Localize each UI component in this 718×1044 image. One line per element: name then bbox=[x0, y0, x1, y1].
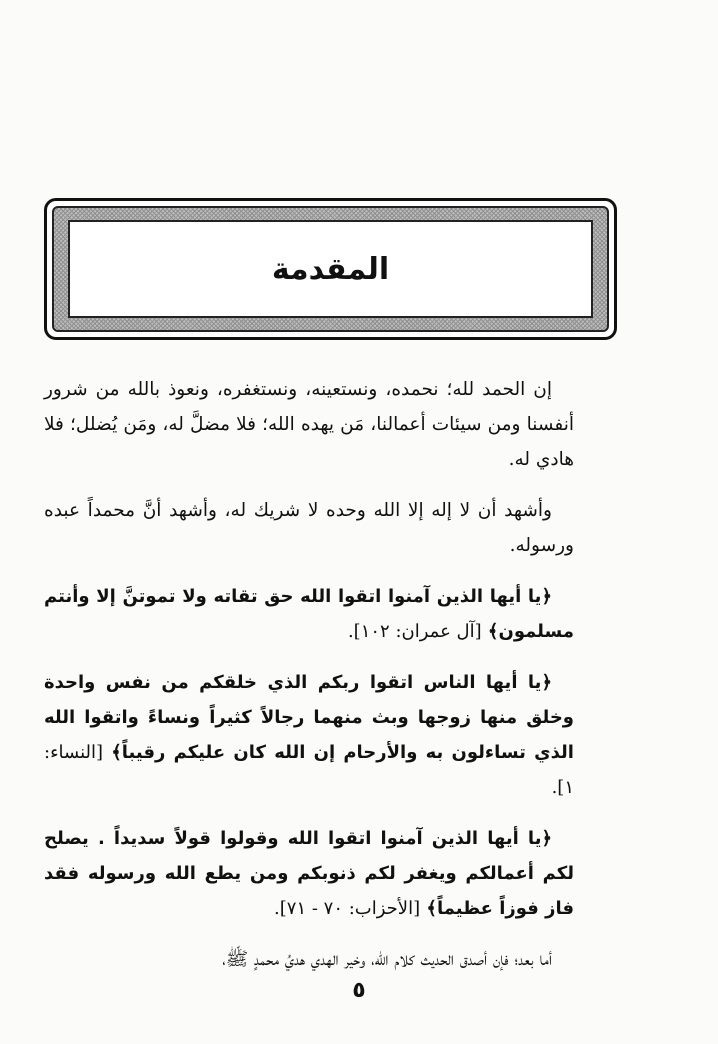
paragraph-text: أما بعد؛ فإن أصدق الحديث كلام الله، وخير الهدي هديُ محمدٍ ﷺ، bbox=[222, 949, 552, 970]
verse-text: ﴿يا أيها الذين آمنوا اتقوا الله وقولوا قولاً سديداً . يصلح لكم أعمالكم ويغفر لكم ذنوبكم ومن يطع الله ورسوله فقد فاز فوزاً عظيماً﴾ bbox=[44, 828, 574, 919]
paragraph-text: وأشهد أن لا إله إلا الله وحده لا شريك له، وأشهد أنَّ محمداً عبده ورسوله. bbox=[44, 500, 574, 556]
title-hatch-border bbox=[52, 206, 609, 332]
verse-text: ﴿يا أيها الذين آمنوا اتقوا الله حق تقاته ولا تموتنَّ إلا وأنتم مسلمون﴾ bbox=[44, 586, 574, 642]
quran-verse bbox=[44, 579, 574, 649]
quran-verse bbox=[44, 665, 574, 805]
paragraph-text: إن الحمد لله؛ نحمده، ونستعينه، ونستغفره، ونعوذ بالله من شرور أنفسنا ومن سيئات أعمالنا، مَن يهده الله؛ فلا مضلَّ له، ومَن يُضلل؛ فلا هادي له. bbox=[44, 379, 574, 470]
page-number: ٥ bbox=[352, 978, 366, 1003]
verse-reference: [النساء: ١]. bbox=[44, 742, 574, 798]
title-frame bbox=[44, 198, 617, 340]
page-title: المقدمة bbox=[271, 251, 390, 287]
verse-reference: [آل عمران: ١٠٢]. bbox=[347, 621, 482, 642]
body-text bbox=[44, 372, 574, 993]
verse-text: ﴿يا أيها الناس اتقوا ربكم الذي خلقكم من نفس واحدة وخلق منها زوجها وبث منهما رجالاً كثيراً ونساءً واتقوا الله الذي تساءلون به والأرحام إن الله كان عليكم رقيباً﴾ bbox=[44, 672, 574, 763]
verse-reference: [الأحزاب: ٧٠ - ٧١]. bbox=[274, 898, 421, 919]
paragraph-shahada bbox=[44, 493, 574, 563]
quran-verse bbox=[44, 821, 574, 926]
paragraph-amma-baad bbox=[44, 942, 574, 977]
paragraph-praise bbox=[44, 372, 574, 477]
title-box bbox=[68, 220, 593, 318]
